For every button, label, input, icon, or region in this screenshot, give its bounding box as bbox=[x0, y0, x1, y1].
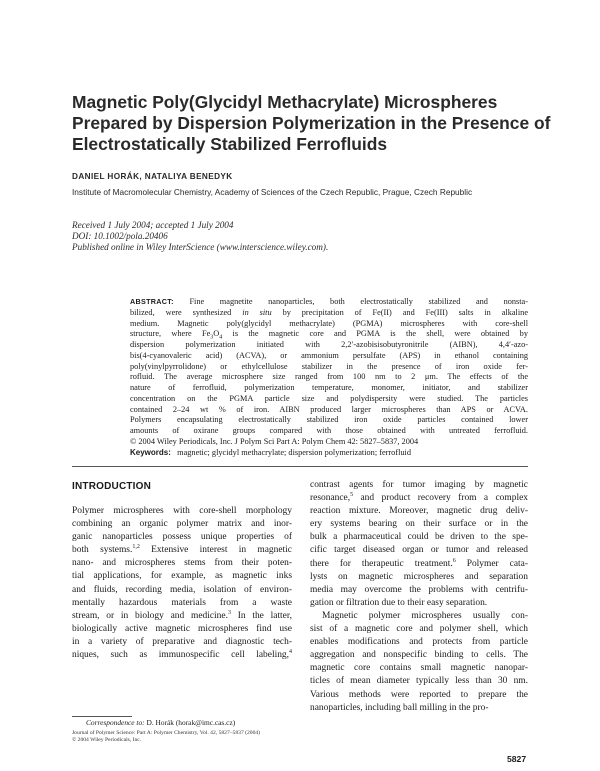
author-list: DANIEL HORÁK, NATALIYA BENEDYK bbox=[72, 172, 233, 181]
publication-info bbox=[72, 220, 328, 254]
text-run: is the magnetic core and PGMA is the shell, were obtained by bbox=[222, 329, 528, 339]
body-text-line bbox=[72, 597, 292, 610]
text-run: contrast agents for tumor imaging by magnetic bbox=[310, 480, 528, 490]
text-run: reaction mixture. Moreover, magnetic drug deliv- bbox=[310, 506, 528, 517]
body-text-line bbox=[72, 544, 292, 557]
body-text-line bbox=[72, 584, 292, 597]
text-run: in situ bbox=[242, 307, 272, 317]
text-run: Magnetic polymer microspheres usually con- bbox=[322, 610, 528, 621]
text-run: aggregation and nonspecific binding to cells. The bbox=[310, 650, 528, 661]
published-online: Published online in Wiley InterScience (www.interscience.wiley.com). bbox=[72, 242, 329, 253]
abstract-line bbox=[130, 394, 528, 405]
body-text-line bbox=[72, 518, 292, 531]
keywords-text: magnetic; glycidyl methacrylate; dispersion polymerization; ferrofluid bbox=[177, 447, 411, 457]
abstract-line bbox=[130, 329, 528, 340]
body-text-line bbox=[310, 518, 528, 531]
text-run: rofluid. The average microsphere size ranged from 100 nm to 2 μm. The effects of the bbox=[130, 372, 528, 382]
abstract-line bbox=[130, 362, 528, 373]
body-text-line bbox=[310, 531, 528, 544]
title-line: Magnetic Poly(Glycidyl Methacrylate) Microspheres bbox=[72, 92, 498, 112]
text-run: resonance, bbox=[310, 493, 351, 504]
body-text-line bbox=[310, 662, 528, 675]
abstract-line bbox=[130, 340, 528, 351]
text-run: poly(vinylpyrrolidone) or ethylcellulose stabilizer in the presence of iron oxide fer- bbox=[130, 361, 528, 371]
text-run: ery systems bearing on their surface or in the bbox=[310, 519, 528, 530]
text-run: O bbox=[213, 329, 220, 339]
body-text-line bbox=[310, 702, 528, 715]
text-run: biologically active magnetic microspheres find use bbox=[72, 623, 292, 634]
body-text-line bbox=[310, 584, 528, 597]
journal-citation: Journal of Polymer Science: Part A: Polymer Chemistry, Vol. 42, 5827–5837 (2004) bbox=[72, 730, 261, 736]
abstract-line bbox=[130, 319, 528, 330]
keywords-label: Keywords: bbox=[130, 447, 171, 457]
text-run: in a variety of preparative and diagnostic tech- bbox=[72, 636, 292, 647]
journal-footnote bbox=[72, 730, 260, 744]
text-run: 6 bbox=[452, 557, 456, 564]
received-date: Received 1 July 2004; accepted 1 July 2004 bbox=[72, 220, 234, 230]
text-run: structure, where Fe bbox=[130, 329, 211, 339]
text-run: 4 bbox=[289, 648, 292, 655]
text-run: 4 bbox=[219, 334, 223, 341]
body-text-line bbox=[310, 623, 528, 636]
text-run: media may overcome the problems with centrifu- bbox=[310, 584, 528, 595]
text-run: amounts of oxirane groups compared with those obtained with untreated ferrofluid. bbox=[130, 426, 528, 435]
body-text-line bbox=[310, 505, 528, 518]
abstract bbox=[130, 297, 528, 458]
text-run: ticles of mean diameter typically less than 30 nm. bbox=[310, 676, 528, 687]
abstract-line bbox=[130, 308, 528, 319]
copyright-line: © 2004 Wiley Periodicals, Inc. bbox=[72, 737, 142, 744]
text-run: Polymer cata- bbox=[455, 558, 529, 569]
abstract-body bbox=[130, 297, 528, 448]
text-run: tial applications, for example, as magnetic inks bbox=[72, 571, 292, 582]
doi: DOI: 10.1002/pola.20406 bbox=[72, 231, 168, 242]
body-text-line bbox=[72, 610, 292, 623]
body-text-line bbox=[310, 649, 528, 662]
abstract-line bbox=[130, 405, 528, 416]
text-run: 3 bbox=[227, 609, 231, 616]
abstract-line bbox=[130, 372, 528, 383]
body-text-line bbox=[310, 636, 528, 649]
page-number: 5827 bbox=[507, 754, 527, 764]
text-run: contained 2–24 wt % of iron. AIBN produced larger microspheres than APS or ACVA. bbox=[130, 404, 528, 414]
body-text-line bbox=[310, 544, 528, 557]
body-text-line bbox=[310, 492, 528, 505]
text-run: both systems. bbox=[72, 545, 133, 556]
correspondence-footnote bbox=[86, 718, 235, 727]
text-run: magnetic core contains small magnetic nanopar- bbox=[310, 663, 528, 674]
body-text-line bbox=[310, 558, 528, 571]
body-text-line bbox=[72, 557, 292, 570]
text-run: combining an organic polymer matrix and inor- bbox=[72, 519, 292, 530]
body-text-line bbox=[310, 610, 528, 623]
body-text-line bbox=[72, 623, 292, 636]
correspondence-label: Correspondence to: bbox=[86, 718, 145, 727]
abstract-line bbox=[130, 415, 528, 426]
text-run: bilized, were synthesized bbox=[130, 307, 243, 317]
body-column-right bbox=[310, 479, 528, 715]
text-run: there for therapeutic treatment. bbox=[310, 558, 453, 569]
text-run: dispersion polymerization initiated with 2,2′-azobisisobutyronitrile (AIBN), 4,4′-azo- bbox=[130, 340, 528, 349]
author-affiliation: Institute of Macromolecular Chemistry, Academy of Sciences of the Czech Republic, Prague, Czech Republic bbox=[72, 187, 473, 197]
article-title bbox=[72, 92, 551, 155]
title-line: Prepared by Dispersion Polymerization in the Presence of bbox=[72, 113, 551, 133]
body-text-line bbox=[72, 636, 292, 649]
body-text-line bbox=[310, 689, 528, 702]
text-run: © 2004 Wiley Periodicals, Inc. J Polym Sci Part A: Polym Chem 42: 5827–5837, 2004 bbox=[130, 436, 419, 446]
text-run: ganic nanoparticles possess unique properties of bbox=[72, 532, 292, 543]
body-text-line bbox=[310, 675, 528, 688]
abstract-line bbox=[130, 437, 528, 448]
body-text-line bbox=[72, 649, 292, 662]
text-run: lysts on magnetic microspheres and separation bbox=[310, 571, 528, 582]
text-run: niques, such as immunospecific cell labeling, bbox=[72, 650, 289, 661]
text-run: by precipitation of Fe(II) and Fe(III) salts in alkaline bbox=[271, 307, 528, 317]
body-text-line bbox=[310, 571, 528, 584]
body-text-line bbox=[310, 479, 528, 492]
body-text-line bbox=[72, 570, 292, 583]
text-run: concentration on the PGMA particle size and polydispersity were studied. The particles bbox=[130, 393, 528, 403]
body-column-left bbox=[72, 505, 292, 662]
body-text-line bbox=[72, 505, 292, 518]
text-run: nano- and microspheres stems from their poten- bbox=[72, 558, 292, 569]
text-run: Polymer microspheres with core-shell morphology bbox=[72, 506, 292, 516]
text-run: nanoparticles, including ball milling in the pro- bbox=[310, 702, 489, 713]
text-run: Various methods were reported to prepare the bbox=[310, 689, 528, 700]
abstract-line bbox=[130, 383, 528, 394]
text-run: and fluids, recording media, isolation of environ- bbox=[72, 584, 292, 595]
text-run: stream, or in biology and medicine. bbox=[72, 610, 228, 621]
text-run: Polymers encapsulating electrostatically stabilized iron oxide particles contained lower bbox=[130, 415, 528, 425]
text-run: 3 bbox=[210, 334, 214, 341]
text-run: bis(4-cyanovaleric acid) (ACVA), or ammonium persulfate (APS) in ethanol containing bbox=[130, 350, 528, 360]
abstract-line bbox=[130, 297, 528, 308]
text-run: bulk a pharmaceutical could be driven to the spe- bbox=[310, 532, 528, 543]
body-text-line bbox=[310, 597, 528, 610]
text-run: In the latter, bbox=[230, 610, 292, 621]
abstract-keywords bbox=[130, 448, 528, 459]
text-run: nature of ferrofluid, polymerization temperature, monomer, initiator, and stabilizer bbox=[130, 383, 528, 392]
text-run: 5 bbox=[350, 491, 354, 498]
section-divider bbox=[72, 466, 528, 467]
abstract-line bbox=[130, 351, 528, 362]
footnote-divider bbox=[72, 716, 132, 717]
text-run: Fine magnetite nanoparticles, both electrostatically stabilized and nonsta- bbox=[173, 297, 528, 306]
abstract-line bbox=[130, 426, 528, 437]
text-run: cific target diseased organ or tumor and released bbox=[310, 545, 528, 556]
section-heading-introduction: INTRODUCTION bbox=[72, 481, 152, 492]
text-run: and product recovery from a complex bbox=[353, 493, 528, 504]
title-line: Electrostatically Stabilized Ferrofluids bbox=[72, 134, 388, 154]
text-run: Extensive interest in magnetic bbox=[139, 545, 292, 556]
body-text-line bbox=[72, 531, 292, 544]
correspondence-contact: D. Horák (horak@imc.cas.cz) bbox=[146, 718, 236, 727]
text-run: gation or filtration due to their easy separation. bbox=[310, 597, 488, 608]
text-run: 1,2 bbox=[132, 544, 140, 551]
abstract-label: ABSTRACT: bbox=[130, 297, 174, 306]
text-run: enables modifications and protects from particle bbox=[310, 637, 528, 648]
text-run: sist of a magnetic core and polymer shell, which bbox=[310, 624, 528, 635]
text-run: medium. Magnetic poly(glycidyl methacrylate) (PGMA) microspheres with core-shell bbox=[130, 318, 528, 328]
text-run: mentally hazardous materials from a waste bbox=[72, 597, 292, 608]
